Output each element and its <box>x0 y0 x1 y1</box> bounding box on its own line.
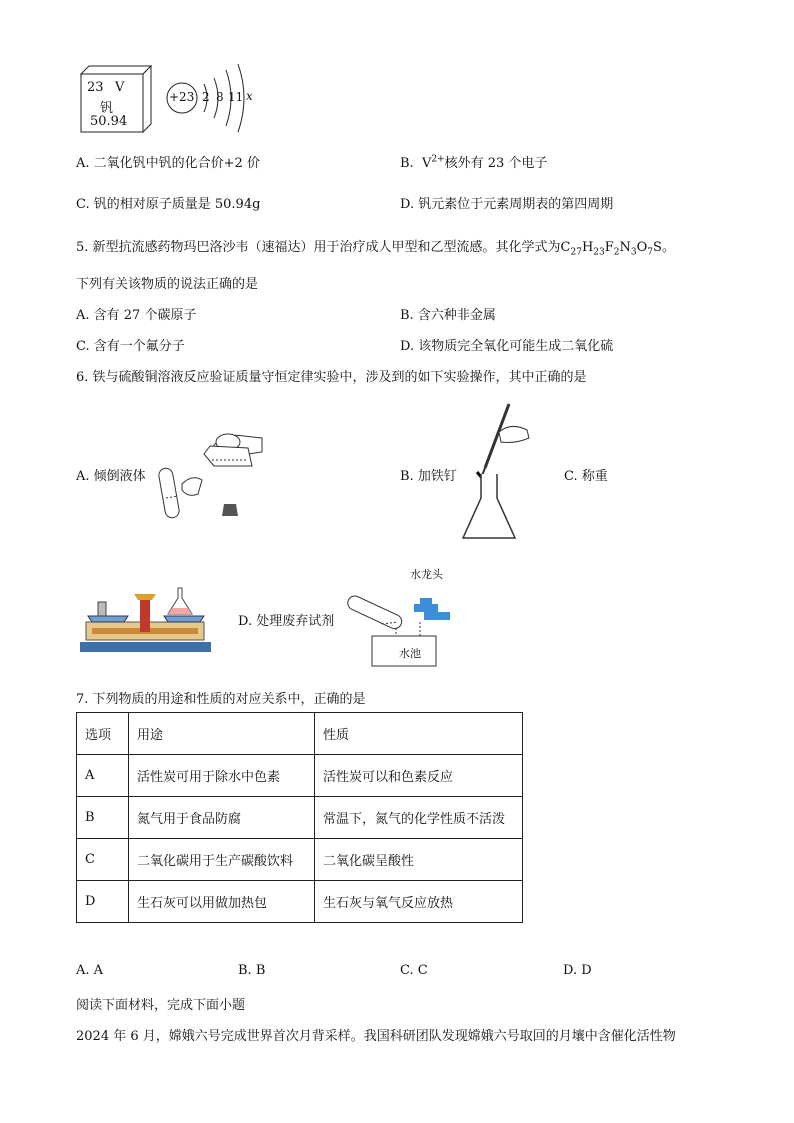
element-number: 23 <box>87 80 104 95</box>
element-mass: 50.94 <box>90 114 128 129</box>
q7-answer-b: B. B <box>238 963 266 978</box>
q4-option-b: B. $V^{2+}$核外有 23 个电子 <box>400 154 548 171</box>
q7-answer-d: D. D <box>563 963 592 978</box>
q5-stem-2: 下列有关该物质的说法正确的是 <box>76 277 259 292</box>
q6-option-d: D. 处理废弃试剂 <box>238 614 335 629</box>
table-row <box>77 797 523 839</box>
table-cell: 活性炭可以和色素反应 <box>315 755 523 797</box>
table-row <box>77 839 523 881</box>
sink-label: 水池 <box>399 647 421 660</box>
table-cell: 生石灰与氧气反应放热 <box>315 881 523 923</box>
q7-table <box>76 712 523 923</box>
nucleus-charge: +23 <box>169 90 195 104</box>
q6-stem: 6. 铁与硫酸铜溶液反应验证质量守恒定律实验中，涉及到的如下实验操作，其中正确的是 <box>76 370 587 385</box>
q7-stem: 7. 下列物质的用途和性质的对应关系中，正确的是 <box>76 692 366 707</box>
pouring-liquid-illustration <box>152 428 270 524</box>
element-symbol: V <box>115 80 125 95</box>
table-row <box>77 755 523 797</box>
table-header-cell: 用途 <box>129 713 315 755</box>
table-cell: A <box>77 755 129 797</box>
q7-answer-a: A. A <box>76 963 104 978</box>
table-cell: 活性炭可用于除水中色素 <box>129 755 315 797</box>
q4-option-d: D. 钒元素位于元素周期表的第四周期 <box>400 197 614 212</box>
element-name: 钒 <box>100 101 114 116</box>
q5-stem: 5. 新型抗流感药物玛巴洛沙韦（速福达）用于治疗成人甲型和乙型流感。其化学式为$C_{27}H_{23}F_2N_3O_7S$。 <box>76 240 675 258</box>
table-cell: 氮气用于食品防腐 <box>129 797 315 839</box>
table-header-row <box>77 713 523 755</box>
balance-weighing-illustration <box>78 578 213 654</box>
q7-answer-c: C. C <box>400 963 428 978</box>
shell-2: 8 <box>216 90 224 104</box>
table-header-cell: 性质 <box>315 713 523 755</box>
table-cell: 常温下，氮气的化学性质不活泼 <box>315 797 523 839</box>
q6-option-c: C. 称重 <box>564 469 608 484</box>
q5-option-a: A. 含有 27 个碳原子 <box>76 308 197 323</box>
q5-option-d: D. 该物质完全氧化可能生成二氧化硫 <box>400 339 614 354</box>
q4-option-a: A. 二氧化钒中钒的化合价+2 价 <box>76 156 260 171</box>
shell-4: x <box>246 89 253 103</box>
reading-title: 阅读下面材料，完成下面小题 <box>76 998 246 1013</box>
table-cell: B <box>77 797 129 839</box>
q5-option-b: B. 含六种非金属 <box>400 308 496 323</box>
table-cell: D <box>77 881 129 923</box>
shell-3: 11 <box>228 90 244 104</box>
q6-option-a: A. 倾倒液体 <box>76 469 146 484</box>
table-header-cell: 选项 <box>77 713 129 755</box>
table-cell: 二氧化碳呈酸性 <box>315 839 523 881</box>
adding-iron-nail-illustration <box>455 398 541 548</box>
shell-1: 2 <box>202 90 210 104</box>
q4-option-c: C. 钒的相对原子质量是 50.94g <box>76 197 261 212</box>
table-cell: 二氧化碳用于生产碳酸饮料 <box>129 839 315 881</box>
q6-option-b: B. 加铁钉 <box>400 469 457 484</box>
chemical-formula: $C_{27}H_{23}F_2N_3O_7S$ <box>560 240 662 258</box>
faucet-label: 水龙头 <box>410 568 443 581</box>
table-cell: 生石灰可以用做加热包 <box>129 881 315 923</box>
table-row <box>77 881 523 923</box>
table-cell: C <box>77 839 129 881</box>
q5-option-c: C. 含有一个氟分子 <box>76 339 185 354</box>
reading-text: 2024 年 6 月，嫦娥六号完成世界首次月背采样。我国科研团队发现嫦娥六号取回的月壤中含催化活性物 <box>76 1029 676 1044</box>
